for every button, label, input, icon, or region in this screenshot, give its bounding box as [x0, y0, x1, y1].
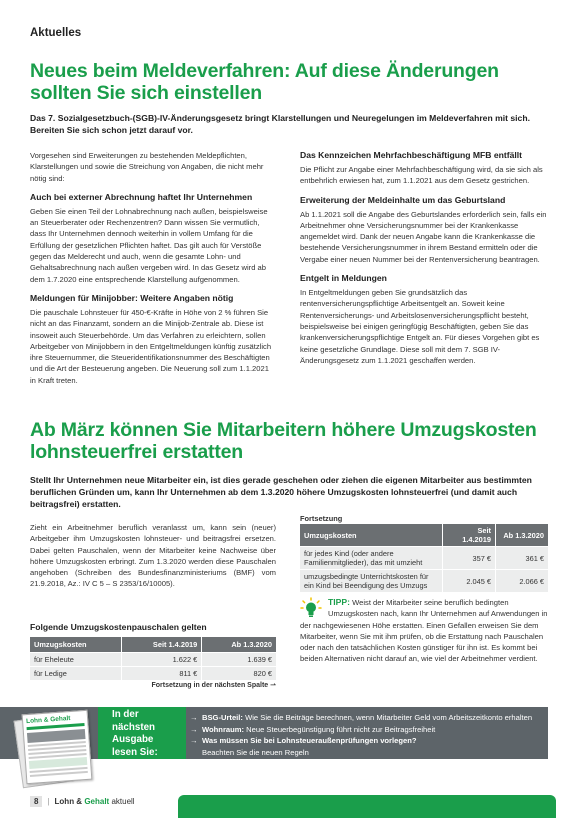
table-cell: 1.622 € [121, 652, 201, 666]
article2-lead: Stellt Ihr Unternehmen neue Mitarbeiter ein, ist dies gerade geschehen oder ziehen die eigenen Mitarbeiter aus bestimmten beruflichen Gründen um, kann Ihr Unternehmen ab dem 1.3.2020 höhere Umzugskosten lohnsteuerfrei (und damit auch beitragsfrei) erstatten. [30, 475, 532, 509]
label-line: nächsten [112, 721, 156, 733]
table-row [300, 546, 548, 569]
list-item [190, 712, 540, 724]
paragraph-remuneration: In Entgeltmeldungen geben Sie grundsätzlich das rentenversicherungspflichtige Arbeitsentgelt an. Soweit keine Rentenversicherungs- und Arbeitslosenversicherungspflicht besteht, beispielsweise bei einigen geringfügig Beschäftigten, geben Sie das krankenversicherungspflichtige Entgelt an. Für dieses Vorgehen gibt es keine gesetzliche Grundlage. Diese soll mit dem 7. SGB IV-Änderungsgesetz zum 1.1.2021 geschaffen werden. [300, 288, 540, 365]
article2-title: Ab März können Sie Mitarbeitern höhere Umzugskosten lohnsteuerfrei erstatten [30, 419, 537, 463]
article1-title: Neues beim Meldeverfahren: Auf diese Änderungen sollten Sie sich einstellen [30, 60, 499, 104]
table-cell: 357 € [442, 546, 495, 569]
footer-brand [55, 797, 135, 806]
table1-title: Folgende Umzugskostenpauschalen gelten [30, 622, 207, 632]
label-line: In der [112, 709, 139, 720]
brand-part-accent: Gehalt [84, 797, 110, 806]
table2-title: Fortsetzung [300, 514, 343, 523]
table-cell: 2.045 € [442, 569, 495, 592]
next-issue-label [112, 709, 182, 759]
item-text: Beachten Sie die neuen Regeln [202, 747, 309, 757]
lightbulb-icon [300, 597, 324, 619]
table-header-cell: Seit 1.4.2019 [442, 524, 495, 546]
table-cell: 361 € [495, 546, 548, 569]
arrow-right-icon: → [190, 713, 198, 722]
page-number: 8 [30, 796, 42, 807]
table-row [30, 652, 276, 666]
table-row [300, 569, 548, 592]
table-cell: 820 € [201, 666, 276, 680]
list-item [190, 735, 540, 758]
article1-right-column [300, 150, 548, 372]
table-cell: für Eheleute [30, 652, 121, 666]
page-footer [30, 796, 135, 807]
item-bold: BSG-Urteil: [202, 713, 243, 722]
table-header-cell: Seit 1.4.2019 [121, 637, 201, 652]
list-item [190, 724, 540, 736]
allowance-table-continued [300, 524, 548, 592]
footer-green-block [178, 795, 556, 818]
table-header-cell: Ab 1.3.2020 [495, 524, 548, 546]
table-cell: für Ledige [30, 666, 121, 680]
label-line: lesen Sie: [112, 746, 158, 758]
paragraph-mfb: Die Pflicht zur Angabe einer Mehrfachbeschäftigung wird, da sie sich als entbehrlich erwiesen hat, zum 1.1.2021 aus dem Gesetz gestrichen. [300, 165, 543, 186]
table-continue-note: Fortsetzung in der nächsten Spalte ⇀ [151, 682, 276, 689]
paragraph-minijobber: Die pauschale Lohnsteuer für 450-€-Kräfte in Höhe von 2 % führen Sie nicht an das Finanzamt, sondern an die Minijob-Zentrale ab. Diese ist insoweit auch Steuerbehörde. Um das Verfahren zu erleichtern, sollen Arbeitgeber von Minijobbern in den Entgeltmeldungen künftig zusätzlich ihre Steuernummer, die Steueridentifikationsnummer des Beschäftigten und die Art der Besteuerung angeben. Die Neuerung soll zum 1.1.2021 in Kraft treten. [30, 307, 272, 385]
tip-label: TIPP: [328, 597, 350, 607]
item-bold: Wohnraum: [202, 724, 245, 734]
arrow-right-icon: → [190, 736, 198, 745]
arrow-right-icon: → [190, 724, 198, 734]
table-header-cell: Ab 1.3.2020 [201, 637, 276, 652]
item-bold: Was müssen Sie bei Lohnsteueraußenprüfungen vorlegen? [202, 736, 417, 745]
tip-box [300, 597, 548, 665]
tip-text: Weist der Mitarbeiter seine beruflich bedingten Umzugskosten nach, kann Ihr Unternehmen auf Anwendungen in der nachgewiesenen Höhe erstatten. Einen Gefallen erweisen Sie dem Mitarbeiter, wenn Sie mit ihm prüfen, ob die Erstattung nach Pauschalen oder nach den tatsächlichen Kosten günstiger für ihn ist. Es kommt bei beiden Alternativen nicht darauf an, wie viel der Arbeitnehmer verdient. [300, 598, 548, 664]
table-header-cell: Umzugskosten [30, 637, 121, 652]
table-cell: 2.066 € [495, 569, 548, 592]
footer-divider: | [47, 797, 50, 806]
table-cell: 811 € [121, 666, 201, 680]
magazine-cover-thumbnail [12, 708, 98, 788]
allowance-table [30, 637, 276, 680]
table-cell: 1.639 € [201, 652, 276, 666]
table-cell: umzugsbedingte Unterrichtskosten für ein Kind bei Beendigung des Umzugs [300, 569, 442, 592]
article2-body: Zieht ein Arbeitnehmer beruflich veranlasst um, kann sein (neuer) Arbeitgeber ihm Umzugskosten lohnsteuer- und beitragsfrei ersetzen. Dabei gelten Pauschalen, wenn der Mitarbeiter keine Nachweise über höhere Umzugskosten erbringt. Zum 1.3.2020 werden diese Pauschalen angehoben (Schreiben des Bundesfinanzministeriums (BMF) vom 21.9.2018, Az.: IV C 5 – S 2353/16/10005). [30, 523, 276, 589]
table-header-cell: Umzugskosten [300, 524, 442, 546]
table-cell: für jedes Kind (oder andere Familienmitglieder), das mit umzieht [300, 546, 442, 569]
subhead-minijobber: Meldungen für Minijobber: Weitere Angaben nötig [30, 292, 234, 303]
paragraph-external-billing: Geben Sie einen Teil der Lohnabrechnung nach außen, beispielsweise an Steuerberater oder Rechenzentren? Dann wissen Sie vermutlich, dass Ihr Unternehmen dennoch weiterhin in vollem Umfang für die Erfüllung der gesetzlichen Pflichten haftet. Das gilt auch für Verstöße gegen das Melderecht und auch, wenn die gesamte Lohn- und Gehaltsabrechnung nach außen vergeben wird. In das Gesetz wird ab dem 1.7.2020 eine entsprechende Klarstellung aufgenommen. [30, 206, 268, 284]
label-line: Ausgabe [112, 734, 154, 745]
table-row [30, 666, 276, 680]
cover-title: Lohn & Gehalt [25, 714, 71, 726]
subhead-remuneration: Entgelt in Meldungen [300, 273, 387, 284]
subhead-external-billing: Auch bei externer Abrechnung haftet Ihr Unternehmen [30, 191, 253, 202]
paragraph-birth-country: Ab 1.1.2021 soll die Angabe des Geburtslandes erforderlich sein, falls ein Arbeitnehmer ohne Versicherungsnummer bei der Krankenkasse angemeldet wird. Dank der neuen Angabe kann die Krankenkasse die bestehende Versicherungsnummer in ihrem Bestand ermitteln oder die Vergabe einer neuen Nummer bei der Rentenversicherung beantragen. [300, 209, 547, 264]
item-text: Neue Steuerbegünstigung führt nicht zur Beitragsfreiheit [246, 724, 436, 734]
section-label: Aktuelles [30, 27, 82, 39]
subhead-mfb: Das Kennzeichen Mehrfachbeschäftigung MFB entfällt [300, 150, 523, 160]
article1-lead: Das 7. Sozialgesetzbuch-(SGB)-IV-Änderungsgesetz bringt Klarstellungen und Neuregelungen im Meldeverfahren mit sich. Bereiten Sie sich schon jetzt darauf vor. [30, 113, 530, 135]
brand-part: Lohn & [54, 797, 85, 806]
article1-left-column [30, 150, 276, 392]
item-text: Wie Sie die Beiträge berechnen, wenn Mitarbeiter Geld vom Arbeitszeitkonto erhalten [245, 713, 533, 722]
next-issue-items [190, 712, 540, 758]
article1-intro: Vorgesehen sind Erweiterungen zu bestehenden Meldepflichten, Klarstellungen und sowie die Streichung von Angaben, die nicht mehr nötig sind: [30, 151, 264, 183]
brand-part-suffix: aktuell [109, 797, 135, 806]
subhead-birth-country: Erweiterung der Meldeinhalte um das Geburtsland [300, 194, 506, 205]
